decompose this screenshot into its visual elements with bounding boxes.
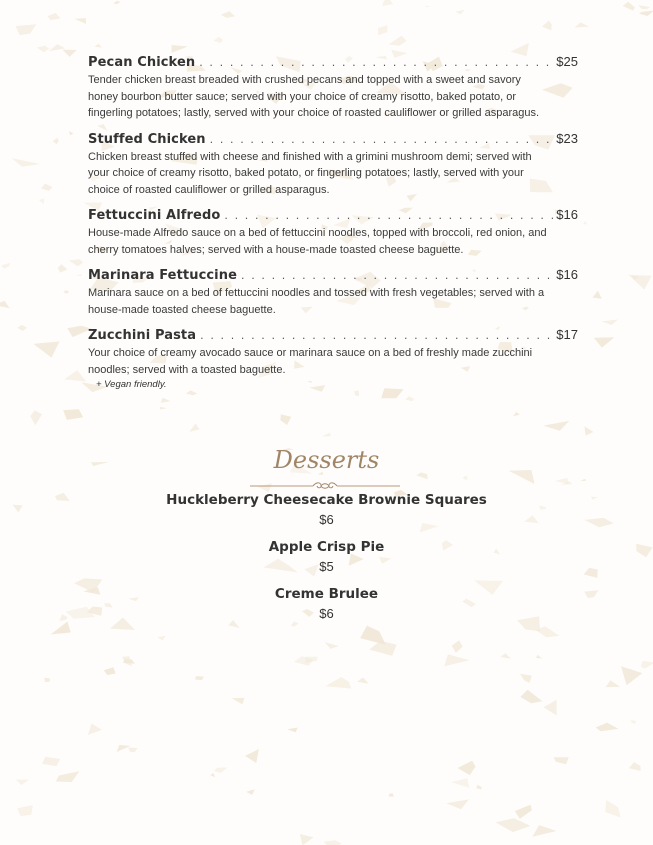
menu-item-price: $25 [556,54,578,69]
desserts-heading: Desserts [273,446,380,474]
dessert-price: $6 [319,606,334,621]
dot-leader [210,133,554,146]
menu-item-header [88,207,578,225]
dot-leader [200,329,553,342]
menu-item-name: Zucchini Pasta [88,328,197,343]
dot-leader [224,209,553,222]
menu-item-description: House-made Alfredo sauce on a bed of fettuccini noodles, topped with broccoli, red onion, and cherry tomatoes halves; served with a house-made toasted cheese baguette. [88,227,547,256]
dessert-item [0,584,653,631]
menu-item-price: $17 [556,327,578,342]
menu-item-name: Marinara Fettuccine [88,268,238,283]
dessert-price: $5 [319,559,334,574]
menu-item-price: $16 [556,207,578,222]
menu-item-pecan-chicken [88,54,578,122]
dot-leader [241,269,553,282]
dessert-name: Creme Brulee [274,586,379,602]
menu-item-description: Tender chicken breast breaded with crushed pecans and topped with a sweet and savory honey bourbon butter sauce; served with your choice of creamy risotto, baked potato, or fingerling potatoes; lastly, served with your choice of roasted cauliflower or grilled asparagus. [88,74,540,119]
desserts-list [0,490,653,631]
menu-item-name: Fettuccini Alfredo [88,208,221,223]
dessert-item [0,537,653,584]
dessert-name: Apple Crisp Pie [268,539,385,555]
menu-item-price: $16 [556,267,578,282]
dessert-price: $6 [319,512,334,527]
menu-item-name: Pecan Chicken [88,55,196,70]
menu-item-stuffed-chicken [88,131,578,199]
menu-item-header [88,54,578,72]
menu-item-marinara-fettuccine [88,267,578,318]
dot-leader [199,56,553,69]
menu-item-description: Chicken breast stuffed with cheese and finished with a grimini mushroom demi; served with your choice of creamy risotto, baked potato, or fingerling potatoes; lastly, served with your choice of roasted cauliflower or grilled asparagus. [88,150,532,196]
menu-item-price: $23 [556,130,578,146]
menu-item-fettuccini-alfredo [88,207,578,258]
menu-item-description: Your choice of creamy avocado sauce or marinara sauce on a bed of freshly made zucchini noodles; served with a toasted baguette. [88,347,533,376]
menu-item-description: Marinara sauce on a bed of fettuccini noodles and tossed with fresh vegetables; served with a house-made toasted cheese baguette. [88,287,545,316]
mains-list [88,54,578,400]
dessert-name: Huckleberry Cheesecake Brownie Squares [166,492,487,508]
menu-item-header [88,131,578,149]
menu-item-header [88,327,578,345]
menu-item-header [88,267,578,285]
vegan-note: + Vegan friendly. [96,379,167,390]
menu-item-zucchini-pasta [88,327,578,391]
menu-item-name: Stuffed Chicken [88,131,206,147]
dessert-item [0,490,653,537]
